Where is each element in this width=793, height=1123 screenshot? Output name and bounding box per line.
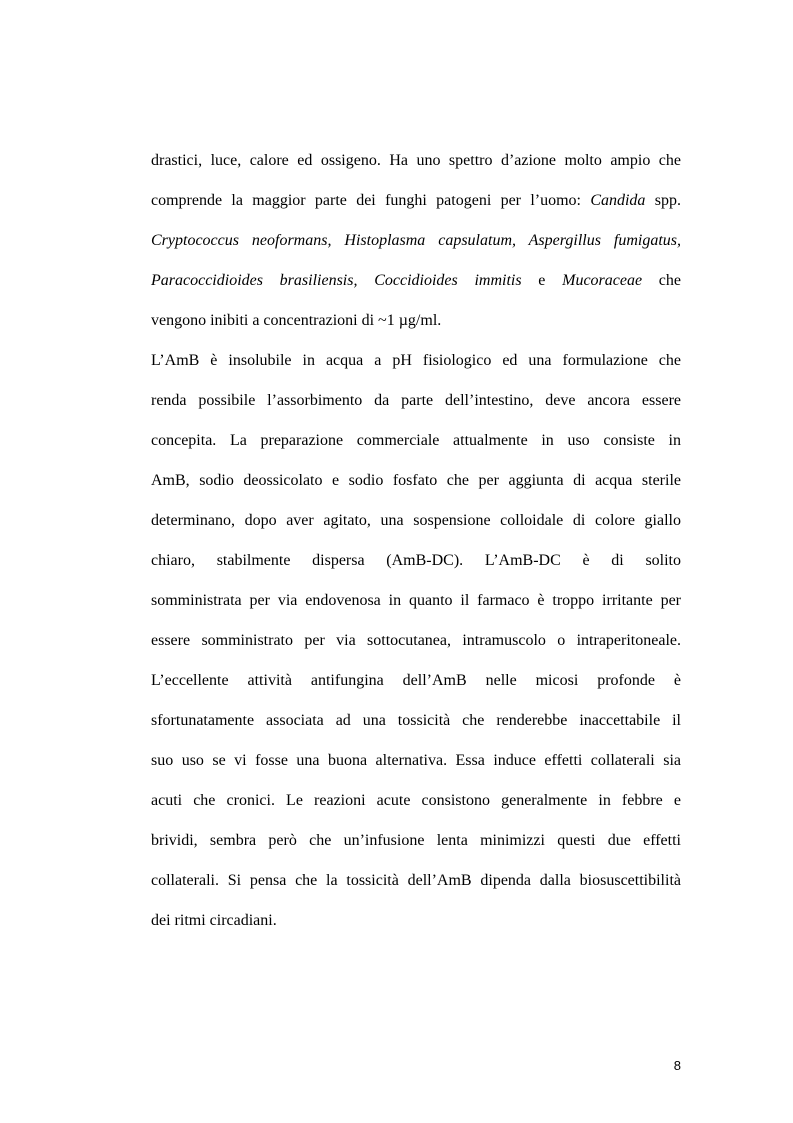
text-run: brividi, sembra però che un’infusione lenta minimizzi questi due effetti: [151, 832, 681, 849]
page-body: [151, 141, 681, 941]
italic-text-run: Candida: [590, 192, 646, 209]
text-line: [151, 141, 681, 181]
text-run: AmB, sodio deossicolato e sodio fosfato che per aggiunta di acqua sterile: [151, 472, 681, 489]
italic-text-run: Paracoccidioides brasiliensis, Coccidioides immitis: [151, 272, 522, 289]
text-run: vengono inibiti a concentrazioni di ~1 µg/ml.: [151, 312, 442, 329]
text-run: L’AmB è insolubile in acqua a pH fisiologico ed una formulazione che: [151, 352, 681, 369]
text-run: determinano, dopo aver agitato, una sospensione colloidale di colore giallo: [151, 512, 681, 529]
paragraph-antifungal-spectrum: [151, 141, 681, 341]
text-run: chiaro, stabilmente dispersa (AmB-DC). L’AmB-DC è di solito: [151, 552, 681, 569]
text-line: [151, 461, 681, 501]
text-line: [151, 901, 681, 941]
italic-text-run: Cryptococcus neoformans, Histoplasma capsulatum, Aspergillus fumigatus,: [151, 232, 681, 249]
text-line: [151, 181, 681, 221]
text-line: [151, 581, 681, 621]
text-line: [151, 501, 681, 541]
text-line: [151, 621, 681, 661]
italic-text-run: Mucoraceae: [562, 272, 643, 289]
text-run: renda possibile l’assorbimento da parte dell’intestino, deve ancora essere: [151, 392, 681, 409]
text-run: concepita. La preparazione commerciale attualmente in uso consiste in: [151, 432, 681, 449]
text-line: [151, 741, 681, 781]
text-line: [151, 421, 681, 461]
text-run: somministrata per via endovenosa in quanto il farmaco è troppo irritante per: [151, 592, 681, 609]
text-line: [151, 781, 681, 821]
text-run: drastici, luce, calore ed ossigeno. Ha uno spettro d’azione molto ampio che: [151, 152, 681, 169]
text-run: sfortunatamente associata ad una tossicità che renderebbe inaccettabile il: [151, 712, 681, 729]
text-run: essere somministrato per via sottocutanea, intramuscolo o intraperitoneale.: [151, 632, 681, 649]
text-run: acuti che cronici. Le reazioni acute consistono generalmente in febbre e: [151, 792, 681, 809]
text-line: [151, 221, 681, 261]
text-line: [151, 381, 681, 421]
text-line: [151, 301, 681, 341]
text-line: [151, 261, 681, 301]
text-line: [151, 701, 681, 741]
text-line: [151, 541, 681, 581]
text-run: suo uso se vi fosse una buona alternativa. Essa induce effetti collaterali sia: [151, 752, 681, 769]
text-line: [151, 341, 681, 381]
text-run: e: [521, 272, 563, 289]
text-run: comprende la maggior parte dei funghi patogeni per l’uomo:: [151, 192, 591, 209]
text-line: [151, 821, 681, 861]
text-run: che: [642, 272, 681, 289]
page-number: 8: [673, 1058, 681, 1073]
text-line: [151, 861, 681, 901]
text-run: dei ritmi circadiani.: [151, 912, 277, 929]
text-line: [151, 661, 681, 701]
text-run: L’eccellente attività antifungina dell’AmB nelle micosi profonde è: [151, 672, 681, 689]
paragraph-amb-formulation: [151, 341, 681, 941]
text-run: spp.: [645, 192, 681, 209]
text-run: collaterali. Si pensa che la tossicità dell’AmB dipenda dalla biosuscettibilità: [151, 872, 681, 889]
